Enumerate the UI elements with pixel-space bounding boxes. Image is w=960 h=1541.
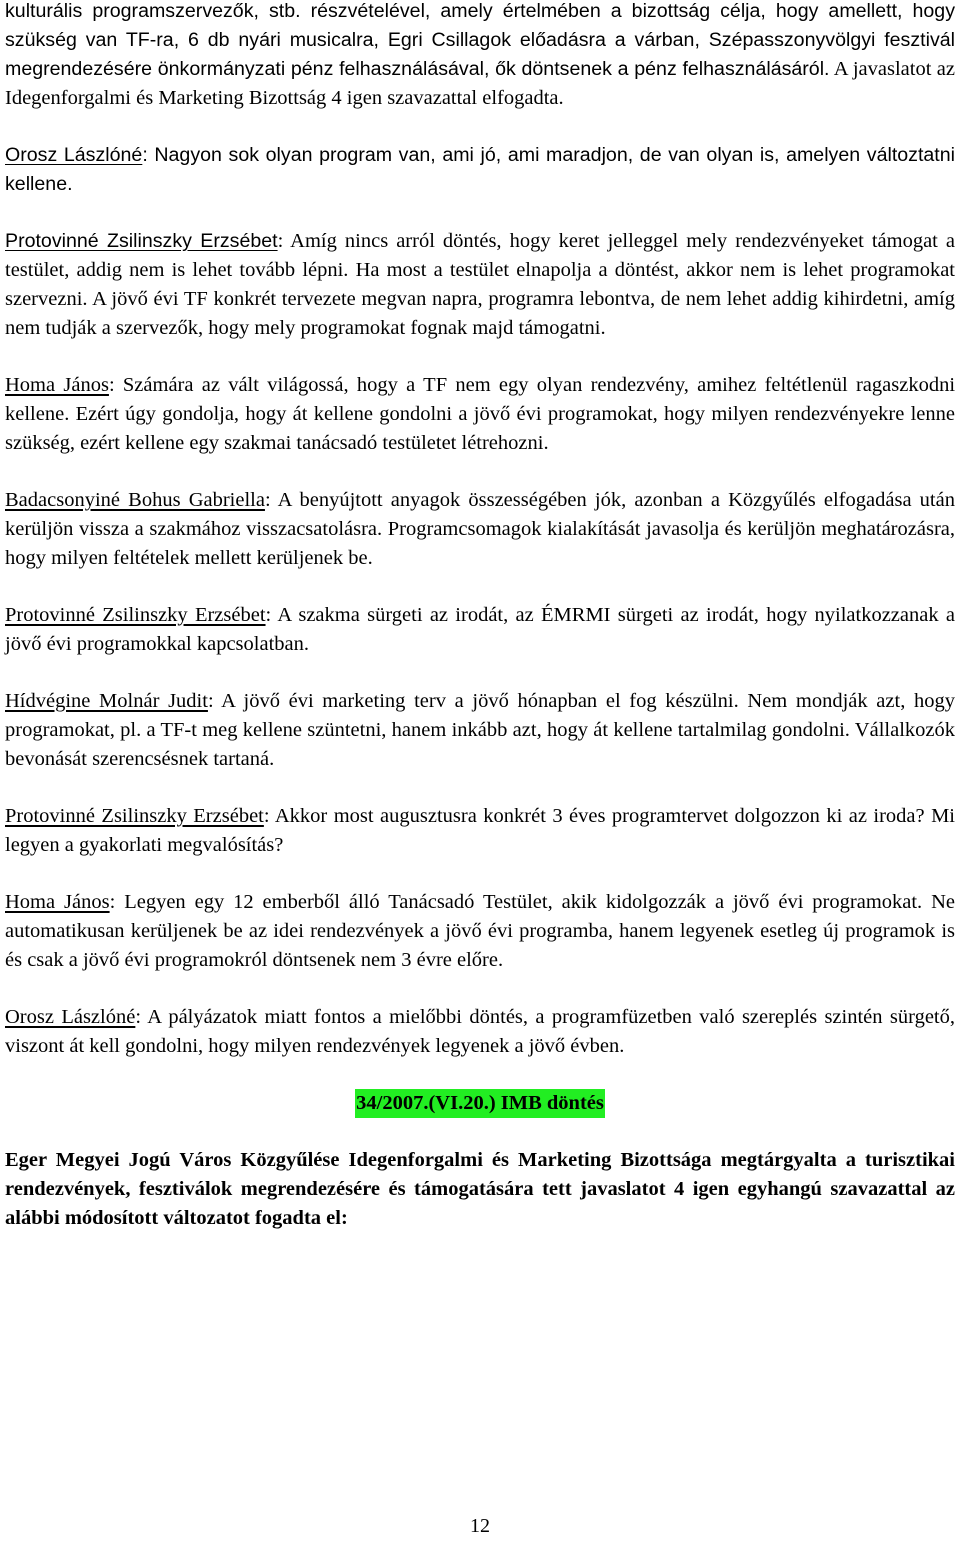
speaker-name: Hídvégine Molnár Judit: [5, 690, 208, 712]
speaker-name: Protovinné Zsilinszky Erzsébet: [5, 230, 278, 252]
speaker-name: Badacsonyiné Bohus Gabriella: [5, 489, 265, 511]
speaker-statement: : Nagyon sok olyan program van, ami jó, ami maradjon, de van olyan is, amelyen változtatni kellene.: [5, 144, 955, 195]
speaker-statement: : A benyújtott anyagok összességében jók, azonban a Közgyűlés elfogadása után kerüljön vissza a szakmához visszacsatolásra. Programcsomagok kialakítását javasolja és kerüljön meghatározásra, hogy milyen feltételek mellett kerüljenek be.: [5, 489, 955, 569]
paragraph-text: A javaslatot az Idegenforgalmi és Marketing Bizottság 4 igen szavazattal elfogadta.: [5, 58, 955, 109]
speaker-statement: : A jövő évi marketing terv a jövő hónapban el fog készülni. Nem mondják azt, hogy programokat, pl. a TF-t meg kellene szüntetni, hanem inkább azt, hogy át kellene tartalmilag gondolni. Vállalkozók bevonását szerencsésnek tartaná.: [5, 690, 955, 770]
decision-number: 34/2007.(VI.20.) IMB döntés: [355, 1089, 605, 1118]
speaker-paragraph: [5, 601, 955, 659]
speaker-statement: : A pályázatok miatt fontos a mielőbbi döntés, a programfüzetben való szereplés szintén sürgető, viszont át kell gondolni, hogy milyen rendezvények legyenek a jövő évben.: [5, 1006, 955, 1057]
paragraph-committee-goal: [5, 0, 955, 113]
speaker-paragraph: [5, 371, 955, 458]
speaker-paragraph: [5, 486, 955, 573]
decision-heading-wrap: [5, 1089, 955, 1118]
decision-text: Eger Megyei Jogú Város Közgyűlése Idegenforgalmi és Marketing Bizottsága megtárgyalta a turisztikai rendezvények, fesztiválok megrendezésére és támogatására tett javaslatot 4 igen egyhangú szavazattal az alábbi módosított változatot fogadta el:: [5, 1149, 955, 1229]
speaker-statement: : Amíg nincs arról döntés, hogy keret jelleggel mely rendezvényeket támogat a testület, addig nem is lehet tovább lépni. Ha most a testület elnapolja a döntést, akkor nem is lehet programokat szervezni. A jövő évi TF konkrét tervezete megvan napra, programra lebontva, de nem lehet addig kihirdetni, amíg nem tudják a szervezők, hogy mely programokat fognak majd támogatni.: [5, 230, 955, 339]
speaker-paragraph: [5, 141, 955, 199]
speaker-name: Protovinné Zsilinszky Erzsébet: [5, 805, 264, 827]
speaker-name: Homa János: [5, 374, 109, 396]
speaker-name: Orosz Lászlóné: [5, 1006, 136, 1028]
speaker-paragraph: [5, 687, 955, 774]
speaker-name: Homa János: [5, 891, 110, 913]
speaker-name: Orosz Lászlóné: [5, 144, 143, 166]
speaker-statement: : Akkor most augusztusra konkrét 3 éves programtervet dolgozzon ki az iroda? Mi legyen a gyakorlati megvalósítás?: [5, 805, 955, 856]
speaker-paragraph: [5, 227, 955, 343]
speaker-statement: : Számára az vált világossá, hogy a TF nem egy olyan rendezvény, amihez feltétlenül ragaszkodni kellene. Ezért úgy gondolja, hogy át kellene gondolni a jövő évi programokat, hogy milyen rendezvényekre lenne szükség, ezért kellene egy szakmai tanácsadó testületet létrehozni.: [5, 374, 956, 454]
speaker-paragraph: [5, 1003, 955, 1061]
document-page: [5, 0, 955, 1233]
speaker-statement: : A szakma sürgeti az irodát, az ÉMRMI sürgeti az irodát, hogy nyilatkozzanak a jövő évi programokkal kapcsolatban.: [5, 604, 955, 655]
page-number: 12: [470, 1515, 490, 1537]
speaker-name: Protovinné Zsilinszky Erzsébet: [5, 604, 266, 626]
speaker-paragraph: [5, 888, 955, 975]
paragraph-text-sans: kulturális programszervezők, stb. részvételével, amely értelmében a bizottság célja, hogy amellett, hogy szükség van TF-ra, 6 db nyári musicalra, Egri Csillagok előadásra a várban, Szépasszonyvölgyi fesztivál megrendezésére önkormányzati pénz felhasználásával, ők döntsenek a pénz felhasználásáról.: [5, 0, 955, 80]
speaker-statement: : Legyen egy 12 emberből álló Tanácsadó Testület, akik kidolgozzák a jövő évi programokat. Ne automatikusan kerüljenek be az idei rendezvények a jövő évi programba, hanem legyenek esetleg új programok is és csak a jövő évi programokról döntsenek nem 3 évre előre.: [5, 891, 956, 971]
speaker-paragraph: [5, 802, 955, 860]
